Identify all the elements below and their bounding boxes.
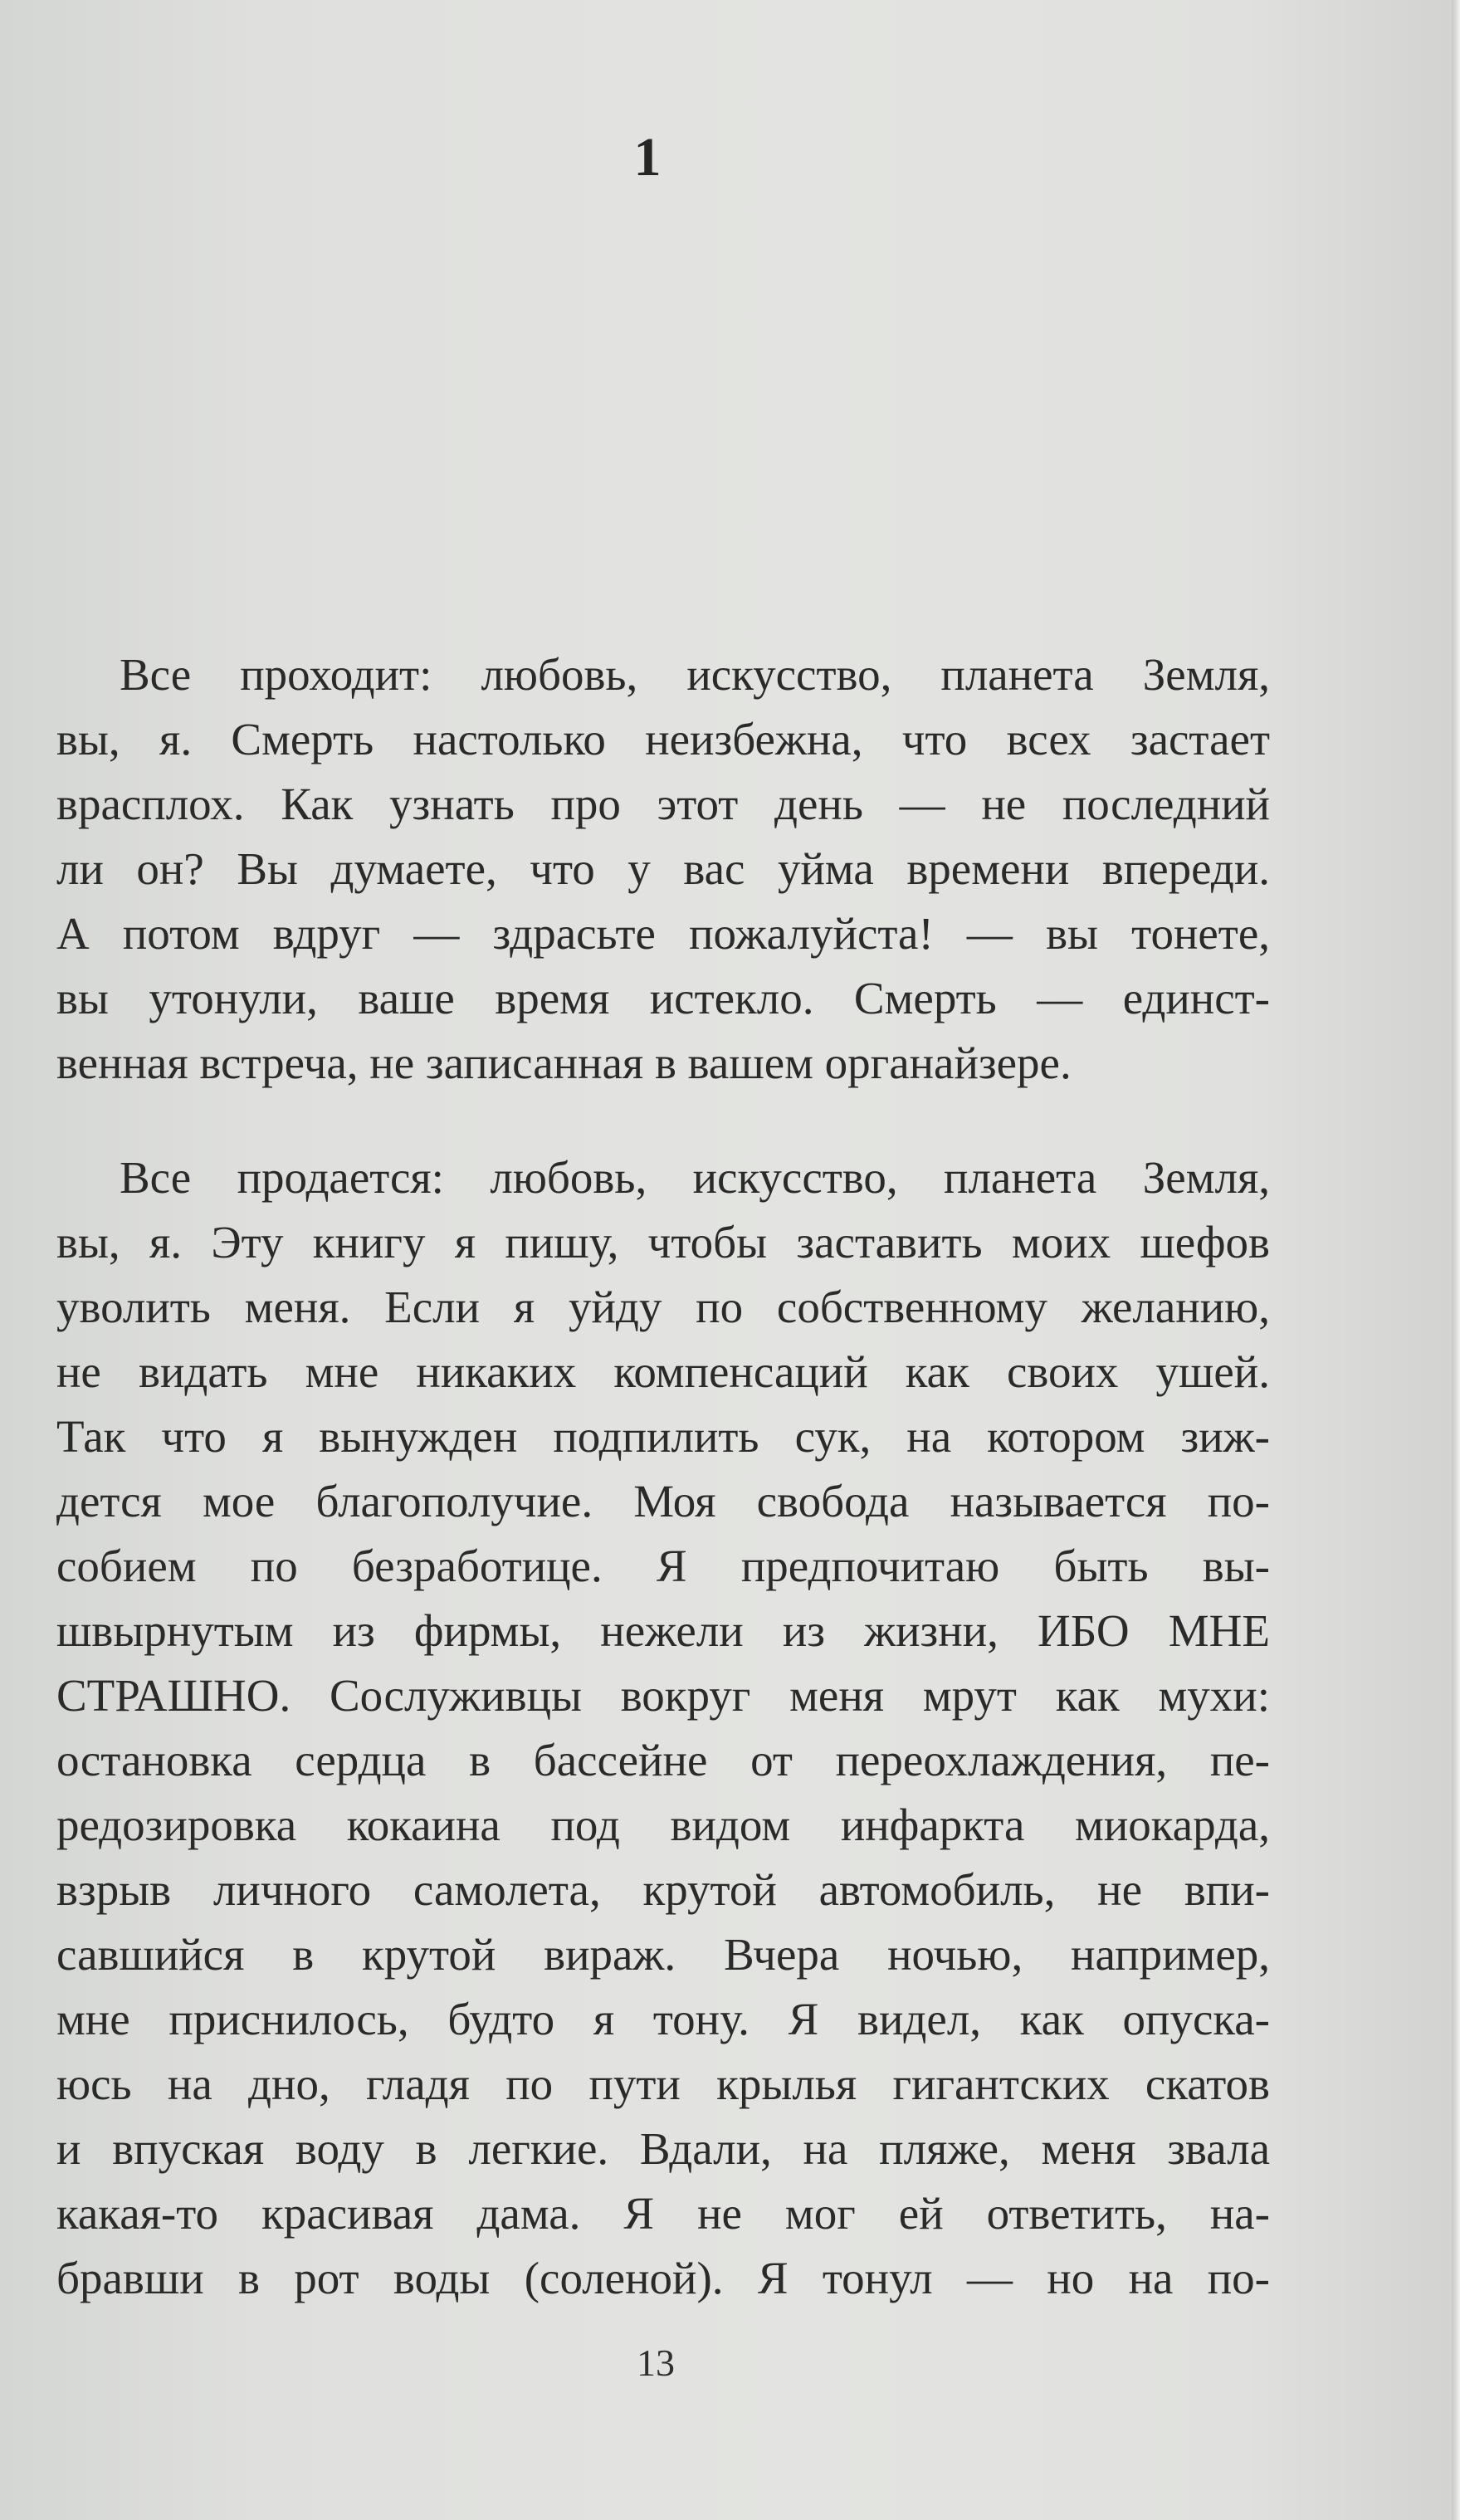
text-line: швырнутым из фирмы, нежели из жизни, ИБО МНЕ [56, 1605, 1270, 1656]
text-line: вы, я. Эту книгу я пишу, чтобы заставить моих шефов [56, 1217, 1270, 1267]
text-line: дется мое благополучие. Моя свобода называется по- [56, 1476, 1270, 1526]
text-line: Все проходит: любовь, искусство, планета Земля, [120, 649, 1270, 700]
text-line: мне приснилось, будто я тону. Я видел, как опуска- [56, 1994, 1270, 2044]
text-line: уволить меня. Если я уйду по собственному желанию, [56, 1282, 1270, 1332]
text-line: СТРАШНО. Сослуживцы вокруг меня мрут как мухи: [56, 1670, 1270, 1721]
text-line: венная встреча, не записанная в вашем органайзере. [56, 1038, 1072, 1088]
text-line: вы утонули, ваше время истекло. Смерть — единст- [56, 973, 1270, 1023]
text-line: какая-то красивая дама. Я не мог ей ответить, на- [56, 2188, 1270, 2239]
text-line: взрыв личного самолета, крутой автомобиль, не впи- [56, 1864, 1270, 1915]
text-line: остановка сердца в бассейне от переохлаждения, пе- [56, 1735, 1270, 1785]
page-number: 13 [637, 2342, 675, 2384]
text-line: А потом вдруг — здрасьте пожалуйста! — вы тонете, [56, 908, 1270, 959]
text-line: не видать мне никаких компенсаций как своих ушей. [56, 1346, 1270, 1397]
text-line: собием по безработице. Я предпочитаю быть вы- [56, 1541, 1270, 1591]
text-line: ли он? Вы думаете, что у вас уйма времени впереди. [56, 843, 1270, 894]
text-line: савшийся в крутой вираж. Вчера ночью, например, [56, 1929, 1270, 1980]
text-line: редозировка кокаина под видом инфаркта миокарда, [56, 1800, 1270, 1850]
chapter-number: 1 [633, 127, 662, 188]
text-line: бравши в рот воды (соленой). Я тонул — но на по- [56, 2253, 1270, 2303]
text-line: Так что я вынужден подпилить сук, на котором зиж- [56, 1411, 1270, 1462]
text-line: Все продается: любовь, искусство, планета Земля, [120, 1152, 1270, 1203]
text-line: врасплох. Как узнать про этот день — не последний [56, 779, 1270, 829]
text-line: юсь на дно, гладя по пути крылья гигантских скатов [56, 2058, 1270, 2109]
page-edge [1452, 0, 1460, 2520]
text-line: и впуская воду в легкие. Вдали, на пляже, меня звала [56, 2123, 1270, 2174]
text-line: вы, я. Смерть настолько неизбежна, что всех застает [56, 714, 1270, 764]
